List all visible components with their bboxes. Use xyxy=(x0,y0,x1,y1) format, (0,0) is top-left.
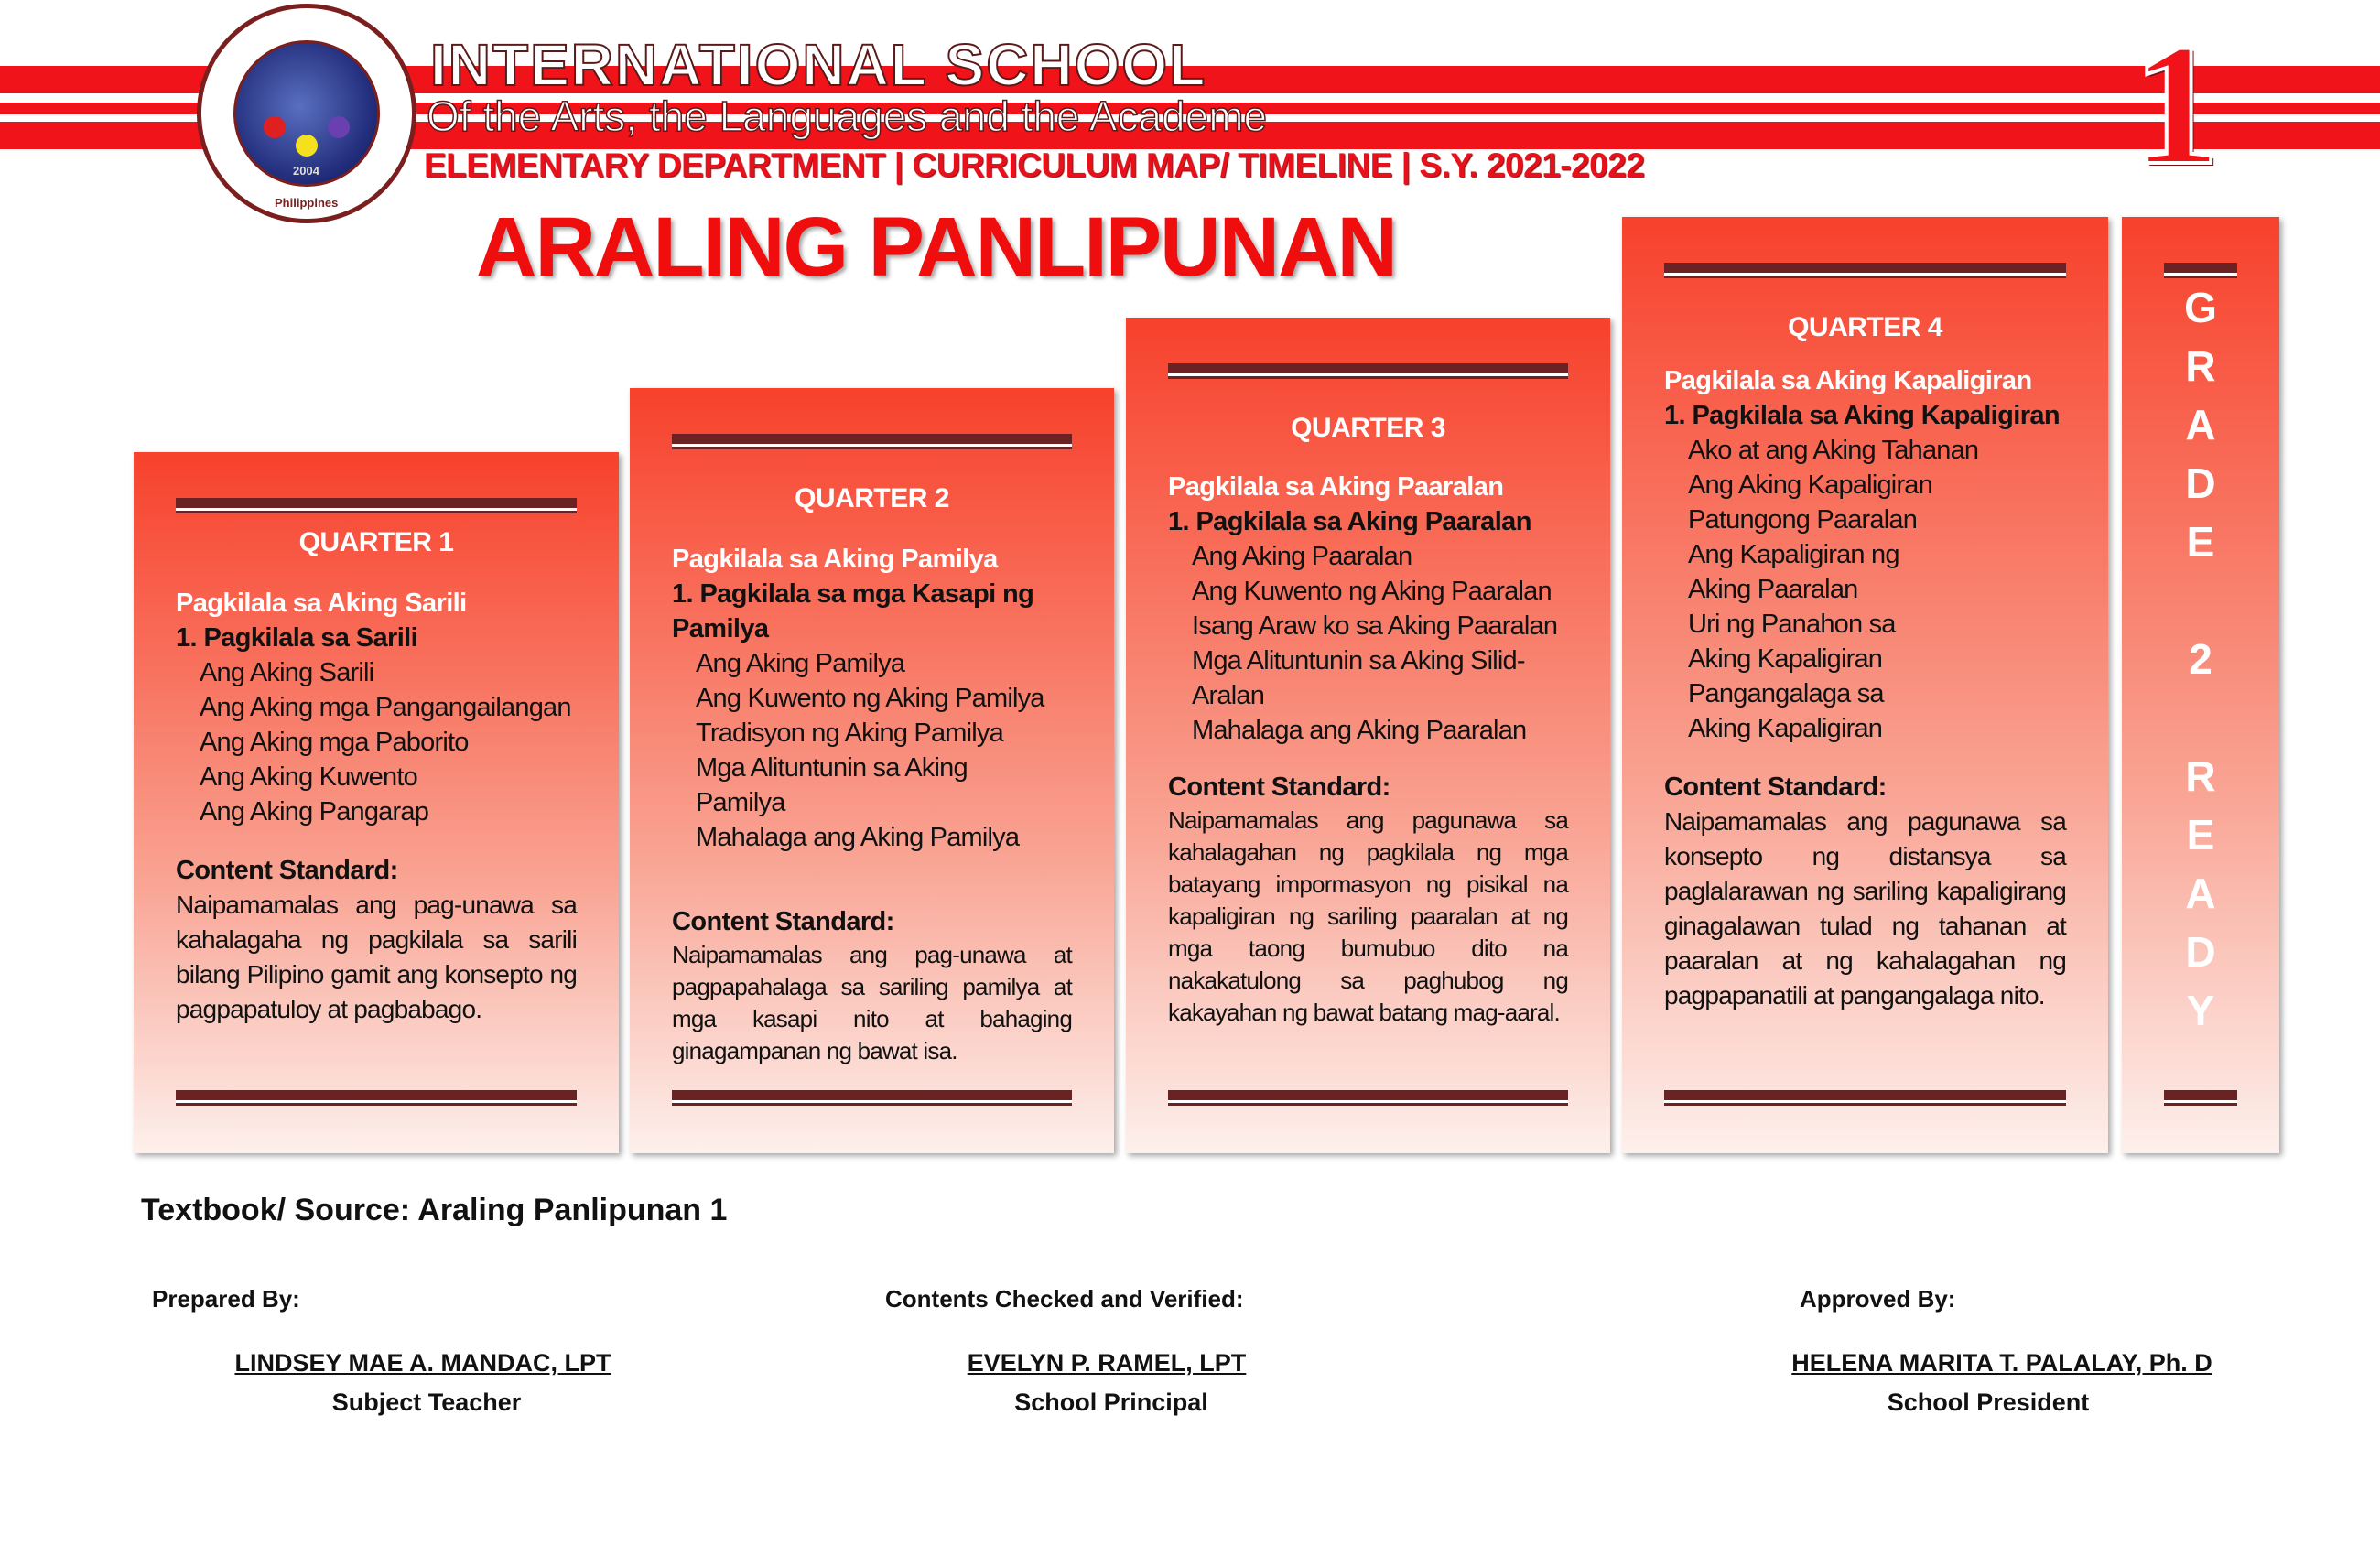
signatory-role: School President xyxy=(1887,1389,2090,1416)
lesson-item: Ang Aking Pamilya xyxy=(696,649,905,678)
lesson-item: Ang Aking mga Pangangailangan xyxy=(200,693,571,722)
quarter-card-1 xyxy=(134,452,619,1153)
content-standard-text: Naipamamalas ang pag-unawa sa kahalagaha ng pagkilala sa sarili bilang Pilipino gamit ang konsepto ng pagpapatuloy at pagbabago. xyxy=(176,891,577,1023)
grade-letter: E xyxy=(2186,811,2215,859)
quarter-label: QUARTER 3 xyxy=(1291,413,1445,443)
quarter-label: QUARTER 1 xyxy=(298,527,454,557)
card-divider xyxy=(176,1090,577,1103)
card-divider xyxy=(1168,1090,1568,1103)
signatory-role: School Principal xyxy=(1014,1389,1208,1416)
lesson-item: Ang Aking Paaralan xyxy=(1192,542,1412,571)
grade-letter: D xyxy=(2185,459,2216,507)
lesson-item: Tradisyon ng Aking Pamilya xyxy=(696,719,1003,748)
grade-letter: R xyxy=(2185,752,2216,800)
quarter-topic: Pagkilala sa Aking Paaralan xyxy=(1168,472,1504,502)
logo-year: 2004 xyxy=(293,164,319,178)
lesson-item: Ang Kuwento ng Aking Paaralan xyxy=(1192,577,1552,606)
quarter-subtopic: 1. Pagkilala sa Sarili xyxy=(176,623,418,653)
signatory-name: HELENA MARITA T. PALALAY, Ph. D xyxy=(1791,1349,2212,1377)
department-line: ELEMENTARY DEPARTMENT | CURRICULUM MAP/ TIMELINE | S.Y. 2021-2022 xyxy=(424,146,1645,184)
quarter-subtopic: 1. Pagkilala sa Aking Paaralan xyxy=(1168,507,1531,536)
textbook-source: Textbook/ Source: Araling Panlipunan 1 xyxy=(141,1193,728,1227)
content-standard-text: Naipamamalas ang pag-unawa at pagpapahalaga sa sariling pamilya at mga kasapi nito at bahaging ginagampanan ng bawat isa. xyxy=(672,941,1072,1064)
lesson-item: Ang Aking Sarili xyxy=(200,658,374,687)
lesson-item: Pangangalaga sa Aking Kapaligiran xyxy=(1688,679,1884,743)
content-standard-label: Content Standard: xyxy=(1168,773,1390,802)
card-divider xyxy=(176,498,577,511)
quarter-topic: Pagkilala sa Aking Kapaligiran xyxy=(1664,366,2032,395)
lesson-item: Isang Araw ko sa Aking Paaralan xyxy=(1192,611,1558,641)
lesson-item: Patungong Paaralan xyxy=(1688,505,1918,535)
lesson-item: Ang Aking Kuwento xyxy=(200,762,417,792)
quarter-label: QUARTER 4 xyxy=(1788,312,1942,342)
content-standard-label: Content Standard: xyxy=(176,856,398,885)
quarter-subtopic: 1. Pagkilala sa Aking Kapaligiran xyxy=(1664,401,2061,430)
lesson-item: Mga Alituntunin sa Aking Pamilya xyxy=(696,753,968,817)
grade-letter: A xyxy=(2185,870,2216,917)
logo-country: Philippines xyxy=(275,196,339,210)
lesson-item: Ang Aking Pangarap xyxy=(200,797,429,827)
quarter-topic: Pagkilala sa Aking Sarili xyxy=(176,589,467,618)
content-standard-text: Naipamamalas ang pagunawa sa kahalagahan ng pagkilala ng mga batayang impormasyon ng pisikal na kapaligiran ng sariling paaralan at ng mga taong bumubuo dito na nakakatulong sa paghubog ng kakayahan ng bawat batang mag-aaral. xyxy=(1168,806,1568,1026)
signatory-heading: Contents Checked and Verified: xyxy=(885,1285,1244,1313)
card-divider xyxy=(1664,1090,2066,1103)
lesson-item: Uri ng Panahon sa Aking Kapaligiran xyxy=(1688,610,1896,674)
lesson-item: Mga Alituntunin sa Aking Silid-Aralan xyxy=(1192,646,1525,710)
content-standard-text: Naipamamalas ang pagunawa sa konsepto ng distansya sa paglalarawan ng sariling kapaligirang ginagalawan tulad ng tahanan at paaralan at ng kahalagahan ng pagpapanatili at pangangalaga nito. xyxy=(1664,807,2066,1010)
quarter-topic: Pagkilala sa Aking Pamilya xyxy=(672,545,998,574)
signatory-heading: Prepared By: xyxy=(152,1285,300,1313)
school-name: INTERNATIONAL SCHOOL xyxy=(430,32,1207,98)
lesson-item: Ang Aking Kapaligiran xyxy=(1688,470,1932,500)
subject-title: ARALING PANLIPUNAN xyxy=(476,200,1396,294)
grade-letter: R xyxy=(2185,342,2216,390)
grade-banner xyxy=(2122,217,2279,1153)
card-divider xyxy=(1664,263,2066,276)
card-divider xyxy=(2164,1090,2237,1103)
signatory-name: LINDSEY MAE A. MANDAC, LPT xyxy=(234,1349,611,1377)
lesson-item: Ang Aking mga Paborito xyxy=(200,728,469,757)
school-tagline: Of the Arts, the Languages and the Academe xyxy=(427,92,1268,140)
grade-number: 1 xyxy=(2133,9,2220,201)
signatory-name: EVELYN P. RAMEL, LPT xyxy=(967,1349,1247,1377)
school-logo xyxy=(197,4,416,223)
quarter-label: QUARTER 2 xyxy=(795,483,949,513)
signatory-role: Subject Teacher xyxy=(331,1389,522,1416)
content-standard-label: Content Standard: xyxy=(1664,773,1887,802)
lesson-item: Ang Kapaligiran ng Aking Paaralan xyxy=(1688,540,1899,604)
lesson-item: Mahalaga ang Aking Pamilya xyxy=(696,823,1020,852)
content-standard-label: Content Standard: xyxy=(672,907,894,936)
quarter-card-3 xyxy=(1126,318,1610,1153)
grade-letter: 2 xyxy=(2189,635,2212,683)
signatory-heading: Approved By: xyxy=(1800,1285,1956,1313)
grade-letter: Y xyxy=(2186,987,2215,1034)
grade-letter: A xyxy=(2185,401,2216,448)
logo-emblem xyxy=(233,40,380,187)
card-divider xyxy=(672,1090,1072,1103)
card-divider xyxy=(1168,363,1568,376)
grade-letter: D xyxy=(2185,928,2216,976)
lesson-item: Ang Kuwento ng Aking Pamilya xyxy=(696,684,1044,713)
card-divider xyxy=(672,434,1072,447)
lesson-item: Mahalaga ang Aking Paaralan xyxy=(1192,716,1527,745)
grade-letter: E xyxy=(2186,518,2215,566)
card-divider xyxy=(2164,263,2237,276)
quarter-card-4 xyxy=(1622,217,2108,1153)
grade-letter: G xyxy=(2184,284,2217,331)
lesson-item: Ako at ang Aking Tahanan xyxy=(1688,436,1979,465)
quarter-subtopic: 1. Pagkilala sa mga Kasapi ng Pamilya xyxy=(672,579,1034,643)
quarter-card-2 xyxy=(630,388,1114,1153)
